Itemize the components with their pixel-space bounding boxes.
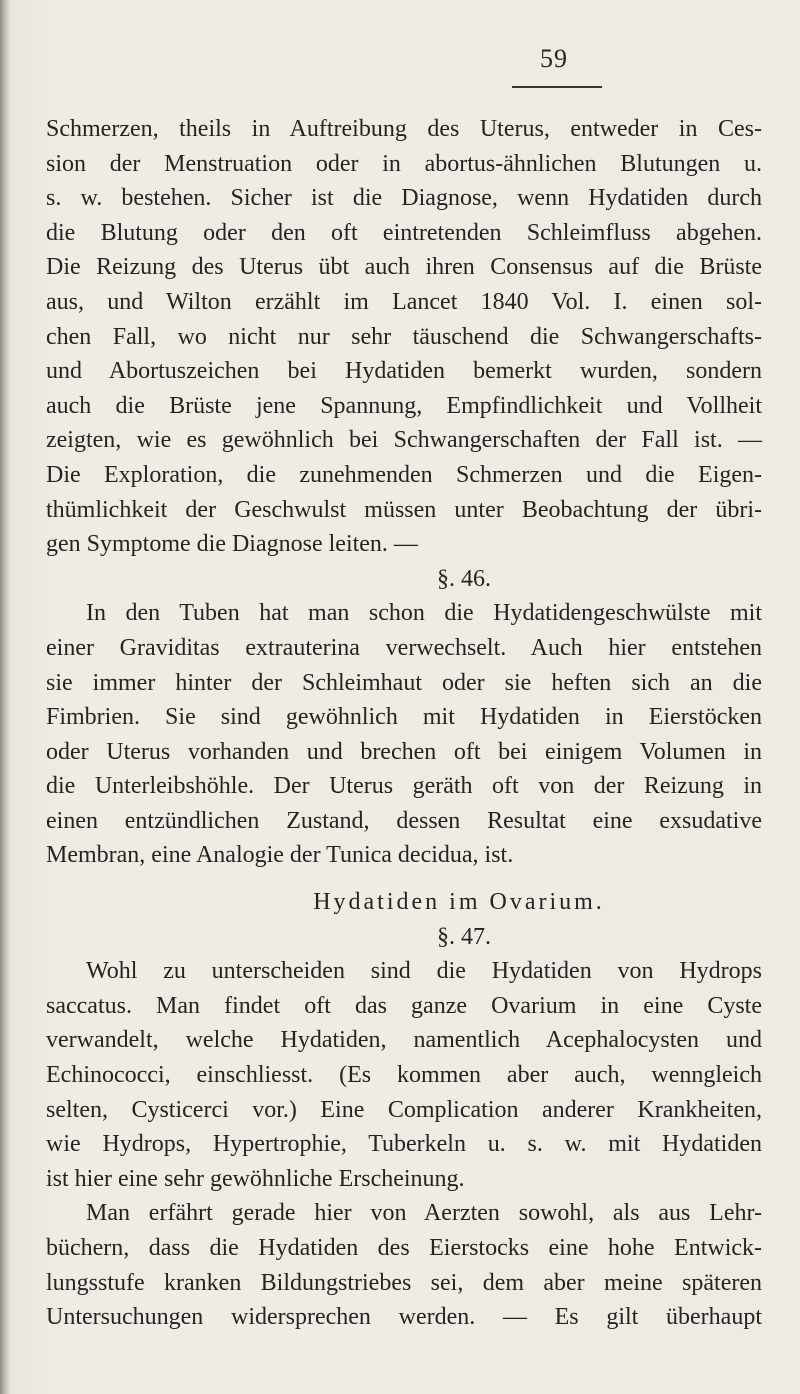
text-line: oder Uterus vorhanden und brechen oft bei einigem Volumen in bbox=[46, 738, 762, 765]
text-line: Schmerzen, theils in Auftreibung des Uterus, entweder in Ces- bbox=[46, 116, 762, 142]
text-line: chen Fall, wo nicht nur sehr täuschend die Schwangerschafts- bbox=[46, 323, 762, 350]
text-block bbox=[46, 112, 762, 1335]
section-heading-47: §. 47. bbox=[437, 923, 491, 950]
text-line: Man erfährt gerade hier von Aerzten sowohl, als aus Lehr- bbox=[86, 1200, 762, 1227]
text-line: sion der Menstruation oder in abortus-ähnlichen Blutungen u. bbox=[46, 150, 762, 177]
text-line: sie immer hinter der Schleimhaut oder sie heften sich an die bbox=[46, 669, 762, 696]
binding-edge bbox=[0, 0, 10, 1394]
text-line: s. w. bestehen. Sicher ist die Diagnose, wenn Hydatiden durch bbox=[46, 185, 762, 212]
text-line: einen entzündlichen Zustand, dessen Resultat eine exsudative bbox=[46, 807, 762, 834]
text-line: Untersuchungen widersprechen werden. — Es gilt überhaupt bbox=[46, 1304, 762, 1331]
page-number-rule bbox=[512, 86, 602, 88]
text-line: auch die Brüste jene Spannung, Empfindlichkeit und Vollheit bbox=[46, 392, 762, 419]
paragraph-4 bbox=[46, 1196, 762, 1334]
text-line: saccatus. Man findet oft das ganze Ovarium in eine Cyste bbox=[46, 992, 762, 1019]
text-line: ist hier eine sehr gewöhnliche Erscheinung. bbox=[46, 1165, 465, 1192]
paragraph-1 bbox=[46, 112, 762, 562]
text-line: lungsstufe kranken Bildungstriebes sei, dem aber meine späteren bbox=[46, 1269, 762, 1296]
text-line: Die Reizung des Uterus übt auch ihren Consensus auf die Brüste bbox=[46, 254, 762, 281]
text-line: Wohl zu unterscheiden sind die Hydatiden von Hydrops bbox=[86, 958, 762, 985]
text-line: verwandelt, welche Hydatiden, namentlich Acephalocysten und bbox=[46, 1027, 762, 1054]
text-line: Membran, eine Analogie der Tunica decidua, ist. bbox=[46, 842, 514, 869]
text-line: gen Symptome die Diagnose leiten. — bbox=[46, 531, 418, 558]
text-line: aus, und Wilton erzählt im Lancet 1840 Vol. I. einen sol- bbox=[46, 288, 762, 315]
subheading-hydatiden-im-ovarium: Hydatiden im Ovarium. bbox=[313, 889, 605, 916]
text-line: thümlichkeit der Geschwulst müssen unter Beobachtung der übri- bbox=[46, 496, 762, 523]
text-line: selten, Cysticerci vor.) Eine Complication anderer Krankheiten, bbox=[46, 1096, 762, 1123]
text-line: wie Hydrops, Hypertrophie, Tuberkeln u. s. w. mit Hydatiden bbox=[46, 1131, 762, 1158]
section-heading-46: §. 46. bbox=[437, 565, 491, 592]
text-line: die Blutung oder den oft eintretenden Schleimfluss abgehen. bbox=[46, 219, 762, 246]
text-line: büchern, dass die Hydatiden des Eierstocks eine hohe Entwick- bbox=[46, 1235, 762, 1261]
text-line: Echinococci, einschliesst. (Es kommen aber auch, wenngleich bbox=[46, 1062, 762, 1089]
text-line: In den Tuben hat man schon die Hydatidengeschwülste mit bbox=[86, 600, 762, 627]
text-line: Fimbrien. Sie sind gewöhnlich mit Hydatiden in Eierstöcken bbox=[46, 704, 762, 731]
text-line: und Abortuszeichen bei Hydatiden bemerkt wurden, sondern bbox=[46, 358, 762, 385]
paragraph-3 bbox=[46, 954, 762, 1196]
page-number: 59 bbox=[540, 44, 568, 73]
text-line: die Unterleibshöhle. Der Uterus geräth oft von der Reizung in bbox=[46, 773, 762, 800]
text-line: einer Graviditas extrauterina verwechselt. Auch hier entstehen bbox=[46, 634, 762, 661]
text-line: Die Exploration, die zunehmenden Schmerzen und die Eigen- bbox=[46, 461, 762, 488]
text-line: zeigten, wie es gewöhnlich bei Schwangerschaften der Fall ist. — bbox=[46, 427, 762, 454]
paragraph-2 bbox=[46, 596, 762, 873]
